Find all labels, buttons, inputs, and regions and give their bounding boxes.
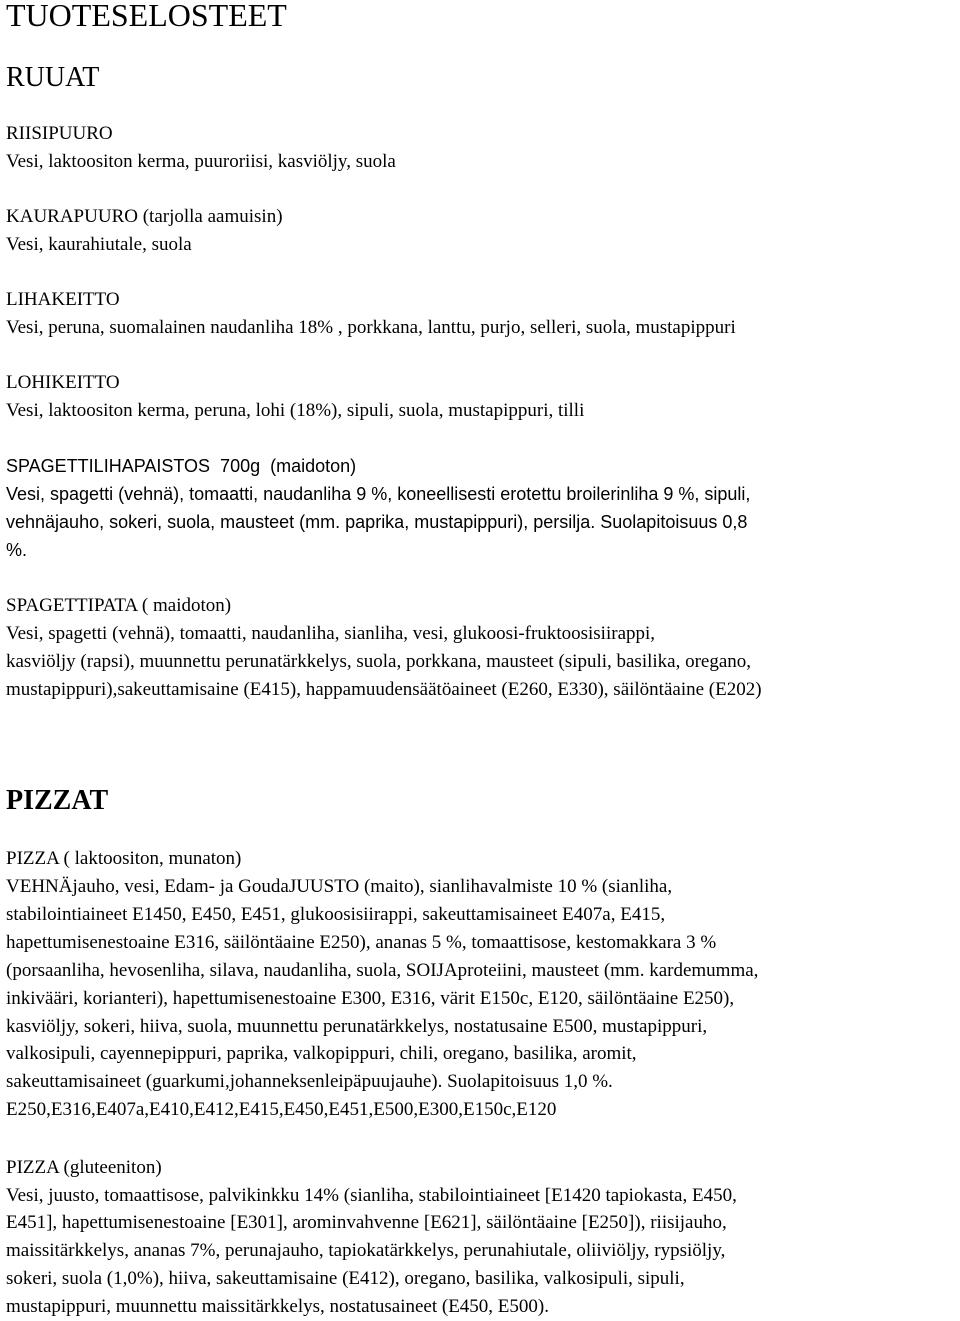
ingredients-pizza-laktoositon-line: sakeuttamisaineet (guarkumi,johanneksenleipäpuujauhe). Suolapitoisuus 1,0 %. xyxy=(6,1071,613,1092)
product-name-lohikeitto: LOHIKEITTO xyxy=(6,372,120,393)
product-name-pizza-gluteeniton: PIZZA (gluteeniton) xyxy=(6,1157,162,1178)
ingredients-pizza-gluteeniton-line: maissitärkkelys, ananas 7%, perunajauho, tapiokatärkkelys, perunahiutale, oliiviöljy, rypsiöljy, xyxy=(6,1240,726,1261)
ingredients-pizza-laktoositon-line: (porsaanliha, hevosenliha, silava, naudanliha, suola, SOIJAproteiini, mausteet (mm. kardemumma, xyxy=(6,960,759,981)
ingredients-pizza-laktoositon-line: VEHNÄjauho, vesi, Edam- ja GoudaJUUSTO (maito), sianlihavalmiste 10 % (sianliha, xyxy=(6,876,673,897)
section-heading-pizzat: PIZZAT xyxy=(6,785,109,816)
ingredients-pizza-laktoositon-line: stabilointiaineet E1450, E450, E451, glukoosisiirappi, sakeuttamisaineet E407a, E415, xyxy=(6,904,666,925)
ingredients-pizza-laktoositon-line: hapettumisenestoaine E316, säilöntäaine E250), ananas 5 %, tomaattisose, kestomakkara 3 % xyxy=(6,932,717,953)
ingredients-spagettilihapaistos-line: vehnäjauho, sokeri, suola, mausteet (mm. paprika, mustapippuri), persilja. Suolapitoisuus 0,8 xyxy=(6,512,748,532)
product-name-kaurapuuro: KAURAPUURO (tarjolla aamuisin) xyxy=(6,206,283,227)
ingredients-pizza-laktoositon-line: inkivääri, korianteri), hapettumisenestoaine E300, E316, värit E150c, E120, säilöntäaine E250), xyxy=(6,988,735,1009)
ingredients-spagettilihapaistos-line: Vesi, spagetti (vehnä), tomaatti, naudanliha 9 %, koneellisesti erotettu broilerinliha 9 %, sipuli, xyxy=(6,484,751,504)
product-name-spagettipata: SPAGETTIPATA ( maidoton) xyxy=(6,595,232,616)
section-heading-ruuat: RUUAT xyxy=(6,62,100,93)
product-name-riisipuuro: RIISIPUURO xyxy=(6,123,113,144)
ingredients-lihakeitto: Vesi, peruna, suomalainen naudanliha 18% , porkkana, lanttu, purjo, selleri, suola, mustapippuri xyxy=(6,317,736,338)
page-title: TUOTESELOSTEET xyxy=(6,0,287,33)
ingredients-pizza-laktoositon-line: E250,E316,E407a,E410,E412,E415,E450,E451,E500,E300,E150c,E120 xyxy=(6,1099,557,1120)
ingredients-pizza-laktoositon-line: valkosipuli, cayennepippuri, paprika, valkopippuri, chili, oregano, basilika, aromit, xyxy=(6,1043,637,1064)
ingredients-pizza-laktoositon-line: kasviöljy, sokeri, hiiva, suola, muunnettu perunatärkkelys, nostatusaine E500, mustapippuri, xyxy=(6,1016,708,1037)
ingredients-spagettipata-line: Vesi, spagetti (vehnä), tomaatti, naudanliha, sianliha, vesi, glukoosi-fruktoosisiirappi, xyxy=(6,623,656,644)
product-name-pizza-laktoositon: PIZZA ( laktoositon, munaton) xyxy=(6,848,242,869)
ingredients-spagettilihapaistos-line: %. xyxy=(6,540,28,560)
ingredients-riisipuuro: Vesi, laktoositon kerma, puuroriisi, kasviöljy, suola xyxy=(6,151,396,172)
ingredients-lohikeitto: Vesi, laktoositon kerma, peruna, lohi (18%), sipuli, suola, mustapippuri, tilli xyxy=(6,400,585,421)
ingredients-pizza-gluteeniton-line: Vesi, juusto, tomaattisose, palvikinkku 14% (sianliha, stabilointiaineet [E1420 tapiokasta, E450, xyxy=(6,1185,737,1206)
ingredients-spagettipata-line: mustapippuri),sakeuttamisaine (E415), happamuudensäätöaineet (E260, E330), säilöntäaine (E202) xyxy=(6,679,762,700)
ingredients-pizza-gluteeniton-line: mustapippuri, muunnettu maissitärkkelys, nostatusaineet (E450, E500). xyxy=(6,1296,549,1317)
product-name-lihakeitto: LIHAKEITTO xyxy=(6,289,120,310)
product-name-spagettilihapaistos: SPAGETTILIHAPAISTOS 700g (maidoton) xyxy=(6,456,357,476)
ingredients-pizza-gluteeniton-line: sokeri, suola (1,0%), hiiva, sakeuttamisaine (E412), oregano, basilika, valkosipuli, sipuli, xyxy=(6,1268,685,1289)
ingredients-pizza-gluteeniton-line: E451], hapettumisenestoaine [E301], arominvahvenne [E621], säilöntäaine [E250]), riisijauho, xyxy=(6,1212,727,1233)
ingredients-kaurapuuro: Vesi, kaurahiutale, suola xyxy=(6,234,192,255)
ingredients-spagettipata-line: kasviöljy (rapsi), muunnettu perunatärkkelys, suola, porkkana, mausteet (sipuli, basilika, oregano, xyxy=(6,651,752,672)
